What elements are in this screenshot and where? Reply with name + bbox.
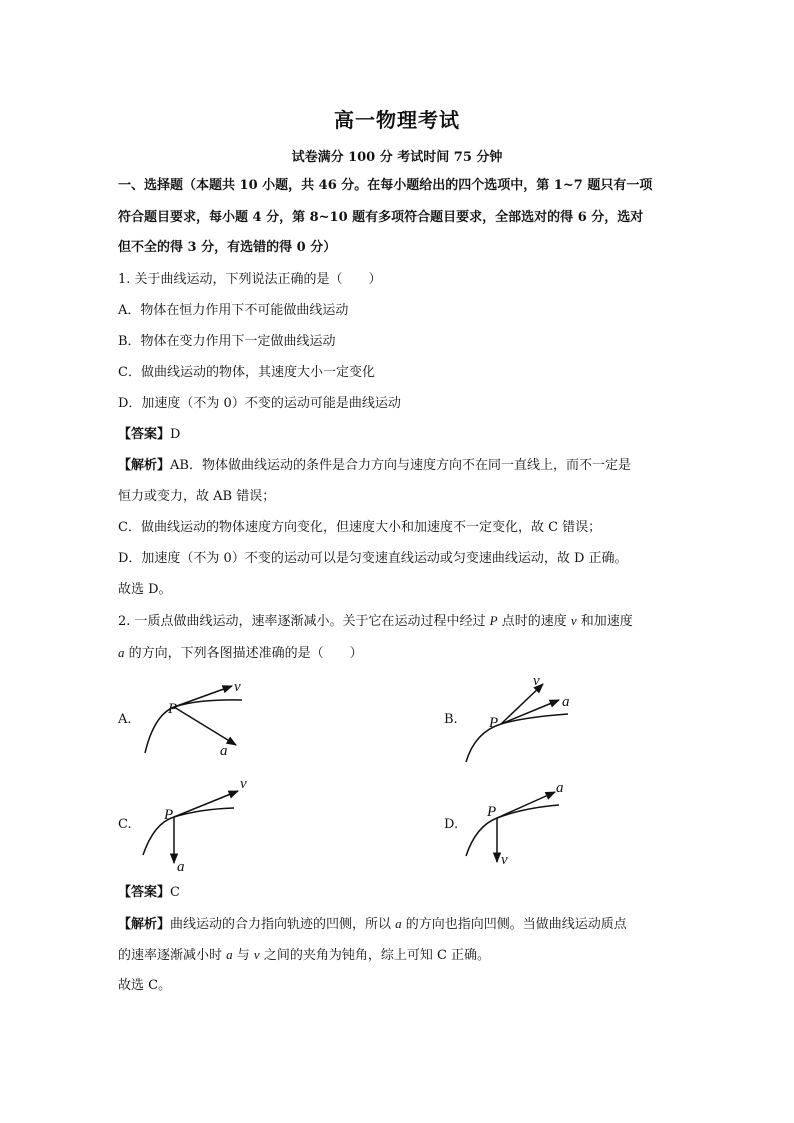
question-1-conclusion: 故选 D。 — [118, 582, 172, 597]
analysis-tag: 【解析】 — [118, 458, 171, 473]
a-label: a — [556, 780, 564, 796]
point-p-label: P — [164, 807, 174, 823]
stem-text: 的方向，下列各图描述准确的是（ ） — [124, 646, 363, 661]
analysis-text: 与 — [232, 948, 254, 963]
section-heading-line-1: 一、选择题（本题共 10 小题，共 46 分。在每小题给出的四个选项中，第 1~7 题只有一项 — [118, 178, 653, 193]
symbol-a: a — [226, 947, 233, 962]
velocity-arrow — [174, 791, 238, 817]
figure-c — [140, 773, 260, 873]
symbol-p: P — [489, 613, 498, 628]
figure-b — [463, 672, 583, 767]
symbol-a: a — [118, 645, 125, 660]
point-p-label: P — [487, 804, 497, 820]
analysis-text: 的方向也指向凹侧。当做曲线运动质点 — [401, 917, 627, 932]
acceleration-arrow — [497, 792, 555, 818]
analysis-tag: 【解析】 — [118, 917, 171, 932]
trajectory-curve — [466, 714, 568, 762]
section-heading-line-2: 符合题目要求，每小题 4 分，第 8~10 题有多项符合题目要求，全部选对的得 6 分，选对 — [118, 210, 644, 225]
point-p-label: P — [489, 715, 499, 731]
page-title: 高一物理考试 — [334, 108, 460, 132]
question-2-analysis-1 — [118, 916, 627, 932]
stem-text: 点时的速度 — [497, 614, 571, 629]
acceleration-arrow — [501, 700, 559, 724]
question-1-answer — [118, 427, 180, 442]
figure-label-b: B. — [444, 712, 458, 727]
figure-a — [140, 675, 260, 765]
question-1-analysis-4: D．加速度（不为 0）不变的运动可以是匀变速直线运动或匀变速曲线运动，故 D 正确。 — [118, 551, 628, 566]
figure-label-c: C. — [118, 817, 132, 832]
exam-info: 试卷满分 100 分 考试时间 75 分钟 — [291, 150, 503, 165]
acceleration-arrow — [174, 707, 236, 745]
answer-tag: 【答案】 — [118, 427, 171, 442]
question-1-analysis-1 — [118, 458, 631, 473]
question-1-option-d: D．加速度（不为 0）不变的运动可能是曲线运动 — [118, 396, 401, 411]
analysis-text: 曲线运动的合力指向轨迹的凹侧，所以 — [170, 917, 396, 932]
v-label: v — [240, 776, 247, 792]
question-1-option-b: B．物体在变力作用下一定做曲线运动 — [118, 334, 336, 349]
symbol-v: v — [253, 947, 260, 962]
symbol-a: a — [395, 916, 402, 931]
question-2-conclusion: 故选 C。 — [118, 978, 172, 993]
analysis-text: AB．物体做曲线运动的条件是合力方向与速度方向不在同一直线上，而不一定是 — [170, 458, 631, 473]
velocity-arrow — [501, 684, 543, 724]
trajectory-curve — [466, 805, 559, 856]
trajectory-curve — [143, 808, 234, 855]
a-label: a — [220, 743, 228, 759]
question-1-option-a: A．物体在恒力作用下不可能做曲线运动 — [118, 303, 349, 318]
stem-text: 2. 一质点做曲线运动，速率逐渐减小。关于它在运动过程中经过 — [118, 614, 490, 629]
question-1-analysis-3: C．做曲线运动的物体速度方向变化，但速度大小和加速度不一定变化，故 C 错误； — [118, 520, 602, 535]
v-label: v — [234, 679, 241, 695]
symbol-v: v — [570, 613, 577, 628]
section-heading-line-3: 但不全的得 3 分，有选错的得 0 分） — [118, 240, 337, 255]
question-2-analysis-2 — [118, 947, 490, 963]
a-label: a — [562, 694, 570, 710]
v-label: v — [501, 852, 508, 868]
question-1-stem: 1. 关于曲线运动，下列说法正确的是（ ） — [118, 272, 382, 287]
stem-text: 和加速度 — [576, 614, 633, 629]
analysis-text: 之间的夹角为钝角，综上可知 C 正确。 — [259, 948, 491, 963]
a-label: a — [177, 859, 185, 875]
question-1-analysis-2: 恒力或变力，故 AB 错误； — [118, 489, 276, 504]
answer-value: D — [170, 427, 181, 442]
answer-value: C — [170, 885, 180, 900]
figure-d — [463, 776, 583, 876]
point-p-label: P — [168, 701, 178, 717]
figure-label-a: A. — [118, 712, 132, 727]
analysis-text: 的速率逐渐减小时 — [118, 948, 227, 963]
answer-tag: 【答案】 — [118, 885, 171, 900]
question-2-stem-line-2 — [118, 645, 363, 661]
v-label: v — [533, 673, 540, 689]
question-1-option-c: C．做曲线运动的物体，其速度大小一定变化 — [118, 365, 375, 380]
question-2-stem-line-1 — [118, 613, 633, 629]
velocity-arrow — [174, 686, 232, 707]
figure-label-d: D. — [444, 817, 459, 832]
question-2-answer — [118, 885, 180, 900]
